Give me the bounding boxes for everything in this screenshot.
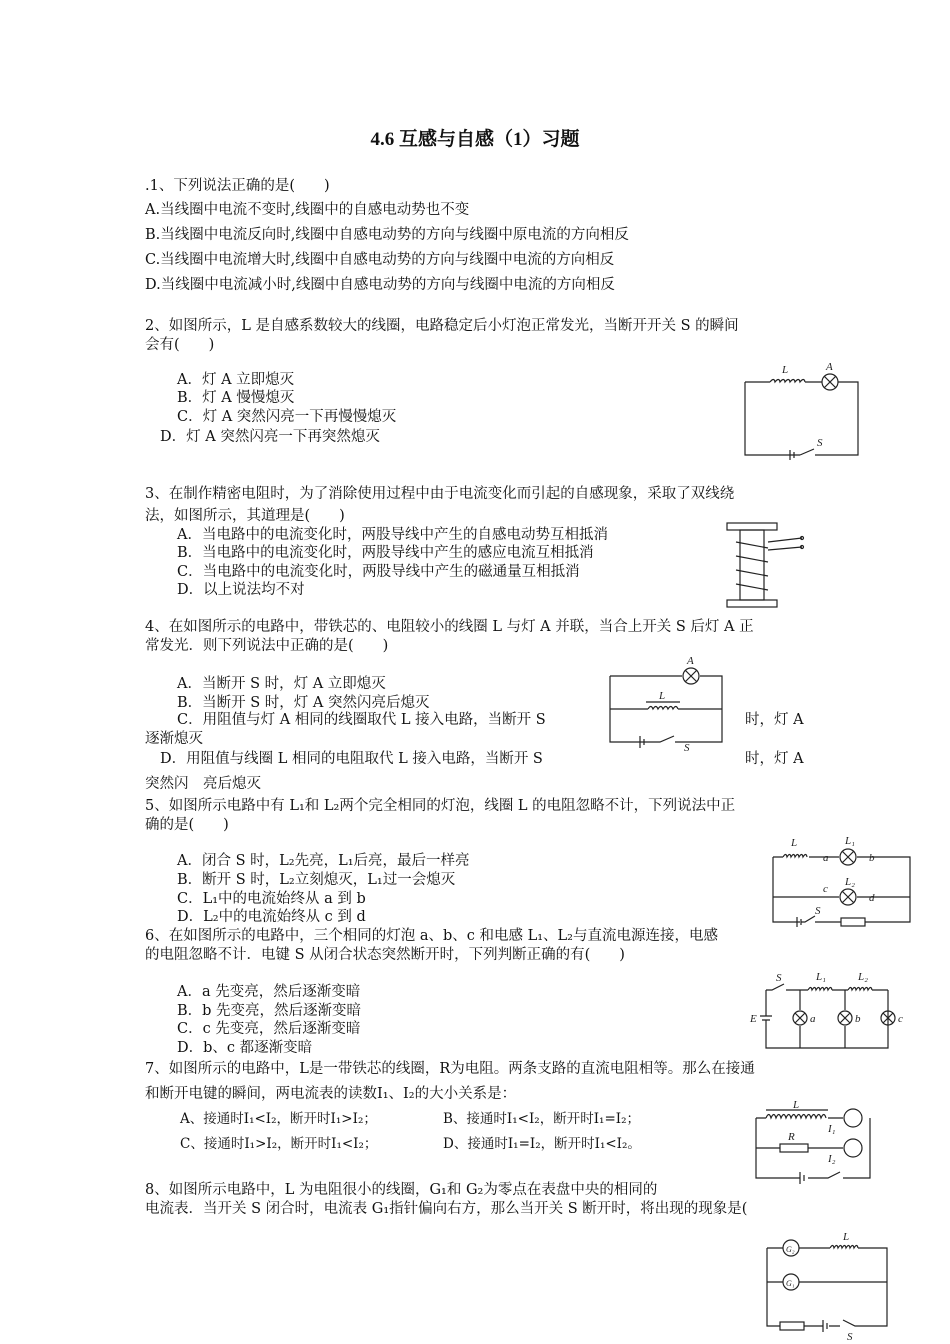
q2-stem-cont: 会有( )	[145, 337, 215, 353]
diagram-label: L₂	[845, 876, 855, 888]
q5-stem: 5、如图所示电路中有 L₁和 L₂两个完全相同的灯泡，线圈 L 的电阻忽略不计，下列说法中正	[145, 798, 736, 814]
q4-option-c: C．用阻值与灯 A 相同的线圈取代 L 接入电路，当断开 S	[177, 712, 546, 728]
diagram-label: S	[815, 905, 821, 917]
q7-option-d: D、接通时I₁=I₂，断开时I₁<I₂。	[443, 1136, 641, 1152]
q8-circuit-diagram	[755, 1228, 895, 1344]
diagram-label: c	[823, 883, 828, 895]
q5-stem-cont: 确的是( )	[145, 817, 229, 833]
label-L: L	[782, 364, 789, 376]
q7-option-c: C、接通时I₁>I₂，断开时I₁<I₂；	[180, 1136, 378, 1152]
q2-option-d: D．灯 A 突然闪亮一下再突然熄灭	[160, 429, 380, 445]
q3-option-d: D．以上说法均不对	[177, 582, 305, 598]
q1-option-d: D.当线圈中电流减小时,线圈中自感电动势的方向与线圈中电流的方向相反	[145, 277, 615, 293]
page-title: 4.6 互感与自感（1）习题	[370, 129, 580, 150]
label-S: S	[684, 742, 690, 752]
diagram-label: I₂	[828, 1153, 836, 1165]
q5-circuit-diagram	[765, 830, 915, 935]
q6-stem: 6、在如图所示的电路中，三个相同的灯泡 a、b、c 和电感 L₁、L₂与直流电源连接，电感	[145, 928, 718, 944]
diagram-label: L₁	[845, 835, 855, 847]
q4-stem: 4、在如图所示的电路中，带铁芯的、电阻较小的线圈 L 与灯 A 并联，当合上开关 S 后灯 A 正	[145, 619, 754, 635]
q5-option-a: A．闭合 S 时，L₂先亮，L₁后亮，最后一样亮	[177, 853, 470, 869]
label-L: L	[659, 690, 666, 702]
q7-stem: 7、如图所示的电路中，L是一带铁芯的线圈，R为电阻。两条支路的直流电阻相等。那么在接通	[145, 1061, 755, 1077]
q2-stem: 2、如图所示，L 是自感系数较大的线圈，电路稳定后小灯泡正常发光，当断开开关 S 的瞬间	[145, 318, 739, 334]
diagram-label: G₂	[786, 1245, 795, 1254]
diagram-label: L	[843, 1231, 850, 1243]
q4-option-d-tail: 时，灯 A	[745, 751, 804, 767]
q5-option-b: B．断开 S 时，L₂立刻熄灭，L₁过一会熄灭	[177, 872, 456, 888]
q1-stem: .1、下列说法正确的是( )	[145, 178, 330, 194]
q4-option-c-cont: 逐渐熄灭	[145, 731, 203, 747]
q7-option-a: A、接通时I₁<I₂，断开时I₁>I₂；	[180, 1111, 377, 1127]
q3-option-a: A．当电路中的电流变化时，两股导线中产生的自感电动势互相抵消	[177, 527, 608, 543]
q6-option-c: C．c 先变亮，然后逐渐变暗	[177, 1021, 361, 1037]
q3-bifilar-coil-diagram	[722, 520, 812, 612]
diagram-label: a	[823, 852, 829, 864]
q1-option-a: A.当线圈中电流不变时,线圈中的自感电动势也不变	[145, 202, 470, 218]
q8-stem-cont: 电流表．当开关 S 闭合时，电流表 G₁指针偏向右方，那么当开关 S 断开时，将出现的现象是(	[145, 1201, 748, 1217]
q7-stem-cont: 和断开电键的瞬间，两电流表的读数I₁、I₂的大小关系是：	[145, 1086, 517, 1102]
q6-stem-cont: 的电阻忽略不计．电键 S 从闭合状态突然断开时，下列判断正确的有( )	[145, 947, 625, 963]
q2-circuit-diagram	[740, 360, 865, 460]
q4-option-a: A．当断开 S 时，灯 A 立即熄灭	[177, 676, 386, 692]
q3-stem-cont: 法，如图所示，其道理是( )	[145, 508, 345, 524]
diagram-label: L₂	[858, 971, 868, 983]
q1-option-c: C.当线圈中电流增大时,线圈中自感电动势的方向与线圈中电流的方向相反	[145, 252, 615, 268]
diagram-label: E	[750, 1013, 757, 1025]
q2-option-a: A．灯 A 立即熄灭	[177, 372, 295, 388]
q7-option-b: B、接通时I₁<I₂，断开时I₁=I₂；	[443, 1111, 641, 1127]
q8-stem: 8、如图所示电路中，L 为电阻很小的线圈，G₁和 G₂为零点在表盘中央的相同的	[145, 1182, 658, 1198]
q7-circuit-diagram	[748, 1100, 878, 1185]
q6-option-a: A．a 先变亮，然后逐渐变暗	[177, 984, 361, 1000]
q6-option-d: D．b、c 都逐渐变暗	[177, 1040, 313, 1056]
q4-circuit-diagram	[600, 652, 730, 752]
q4-option-c-tail: 时，灯 A	[745, 712, 804, 728]
q4-option-b: B．当断开 S 时，灯 A 突然闪亮后熄灭	[177, 695, 430, 711]
q6-option-b: B．b 先变亮，然后逐渐变暗	[177, 1003, 362, 1019]
diagram-label: I₁	[828, 1123, 836, 1135]
q2-option-b: B．灯 A 慢慢熄灭	[177, 390, 295, 406]
label-A: A	[826, 361, 833, 373]
q1-option-b: B.当线圈中电流反向时,线圈中自感电动势的方向与线圈中原电流的方向相反	[145, 227, 629, 243]
q4-stem-cont: 常发光．则下列说法中正确的是( )	[145, 638, 389, 654]
q5-option-d: D．L₂中的电流始终从 c 到 d	[177, 909, 366, 925]
diagram-label: G₁	[786, 1279, 795, 1288]
diagram-label: c	[898, 1013, 903, 1025]
diagram-label: L	[791, 837, 798, 849]
diagram-label: L₁	[816, 971, 826, 983]
label-A: A	[687, 655, 694, 667]
q4-option-d-cont: 突然闪 亮后熄灭	[145, 776, 261, 792]
q3-stem: 3、在制作精密电阻时，为了消除使用过程中由于电流变化而引起的自感现象，采取了双线绕	[145, 486, 735, 502]
diagram-label: R	[788, 1131, 795, 1143]
diagram-label: S	[776, 972, 782, 984]
diagram-label: b	[855, 1013, 861, 1025]
q3-option-c: C．当电路中的电流变化时，两股导线中产生的磁通量互相抵消	[177, 564, 580, 580]
diagram-label: S	[847, 1331, 853, 1343]
label-S: S	[817, 437, 823, 449]
q5-option-c: C．L₁中的电流始终从 a 到 b	[177, 891, 366, 907]
q2-option-c: C．灯 A 突然闪亮一下再慢慢熄灭	[177, 409, 397, 425]
diagram-label: L	[793, 1100, 800, 1111]
q3-option-b: B．当电路中的电流变化时，两股导线中产生的感应电流互相抵消	[177, 545, 594, 561]
diagram-label: d	[869, 892, 875, 904]
diagram-label: a	[810, 1013, 816, 1025]
diagram-label: b	[869, 852, 875, 864]
q6-circuit-diagram	[748, 968, 913, 1053]
q4-option-d: D．用阻值与线圈 L 相同的电阻取代 L 接入电路，当断开 S	[160, 751, 543, 767]
